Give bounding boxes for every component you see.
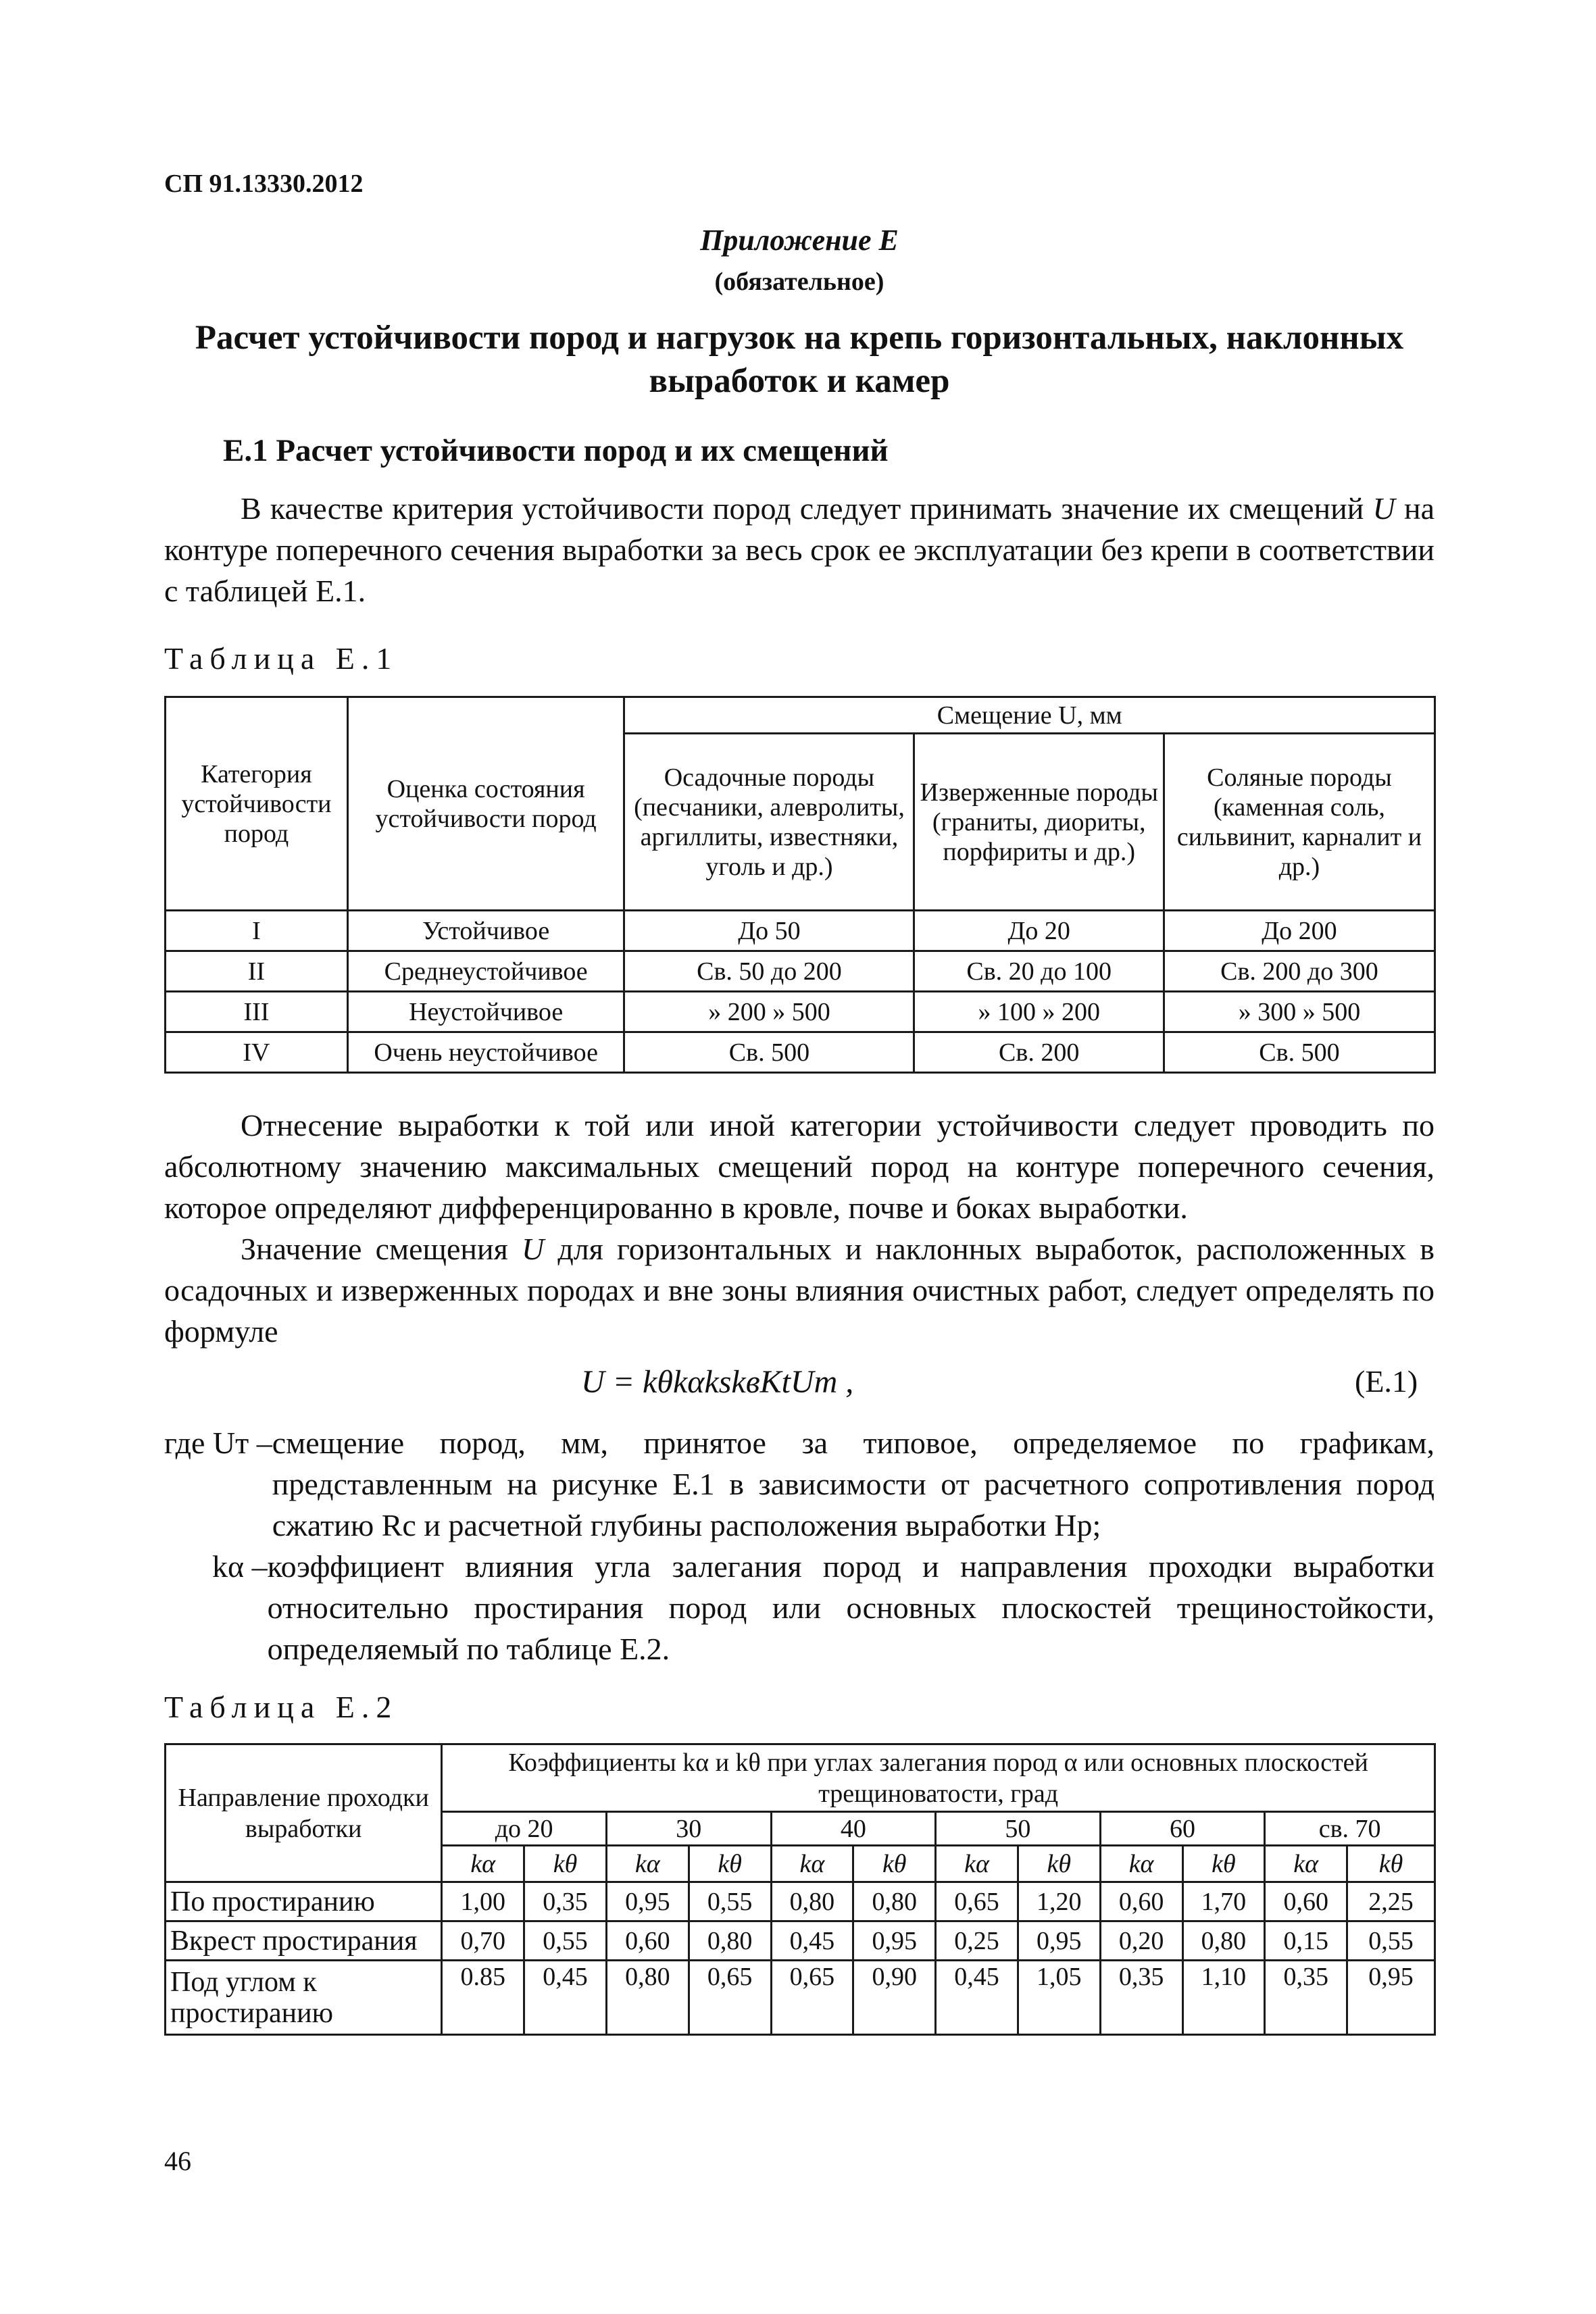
- table1-caption: Таблица Е.1: [164, 641, 399, 676]
- cell-direction: По простиранию: [166, 1882, 442, 1921]
- cell-state: Неустойчивое: [347, 992, 624, 1032]
- header-k-theta: kθ: [1018, 1846, 1100, 1882]
- cell-salt: Св. 200 до 300: [1164, 951, 1435, 992]
- definition-text: коэффициент влияния угла залегания пород и направления проходки выработки относительно простирания пород или основных плоскостей трещиностойкости, определяемый по таблице Е.2.: [267, 1549, 1435, 1666]
- cell-value: 1,70: [1182, 1882, 1265, 1921]
- cell-value: 1,05: [1018, 1961, 1100, 2035]
- cell-value: 0,65: [771, 1961, 853, 2035]
- cell-value: 0,55: [1347, 1921, 1435, 1961]
- cell-value: 0,80: [771, 1882, 853, 1921]
- cell-igneous: Св. 20 до 100: [914, 951, 1164, 992]
- cell-value: 0,80: [689, 1921, 771, 1961]
- paragraph-text: на контуре поперечного сечения выработки за весь срок ее эксплуатации без крепи в соответствии с таблицей Е.1.: [164, 491, 1435, 608]
- cell-value: 0,90: [853, 1961, 936, 2035]
- header-displacement: Смещение U, мм: [624, 697, 1435, 734]
- definition-ut: [164, 1422, 1435, 1546]
- paragraph-criterion: [164, 488, 1435, 611]
- cell-value: 0,35: [1100, 1961, 1182, 2035]
- table-stability-categories: [164, 696, 1436, 1074]
- cell-value: 0,80: [606, 1961, 689, 2035]
- cell-value: 0,95: [1347, 1961, 1435, 2035]
- cell-direction: Под углом к простиранию: [166, 1961, 442, 2035]
- header-salt: Соляные породы (каменная соль, сильвинит, карналит и др.): [1164, 734, 1435, 911]
- appendix-title: Приложение Е: [700, 224, 899, 257]
- header-k-theta: kθ: [689, 1846, 771, 1882]
- paragraph-text: для горизонтальных и наклонных выработок, расположенных в осадочных и изверженных породах и вне зоны влияния очистных работ, следует определять по формуле: [164, 1232, 1435, 1349]
- table-coefficients: [164, 1743, 1436, 2036]
- cell-value: 0,95: [1018, 1921, 1100, 1961]
- cell-value: 0,60: [606, 1921, 689, 1961]
- cell-value: 0,95: [853, 1921, 936, 1961]
- cell-value: 2,25: [1347, 1882, 1435, 1921]
- cell-value: 0,55: [524, 1921, 607, 1961]
- table-row: [166, 1961, 1435, 2035]
- header-k-alpha: kα: [936, 1846, 1018, 1882]
- cell-value: 1,20: [1018, 1882, 1100, 1921]
- cell-value: 0,65: [689, 1961, 771, 2035]
- cell-salt: » 300 » 500: [1164, 992, 1435, 1032]
- header-angle: 60: [1100, 1812, 1265, 1846]
- table-row: [166, 992, 1435, 1032]
- cell-value: 1,10: [1182, 1961, 1265, 2035]
- table-row: [166, 1921, 1435, 1961]
- cell-value: 0,65: [936, 1882, 1018, 1921]
- cell-value: 0,80: [853, 1882, 936, 1921]
- cell-value: 0,45: [771, 1921, 853, 1961]
- cell-state: Среднеустойчивое: [347, 951, 624, 992]
- cell-igneous: » 100 » 200: [914, 992, 1164, 1032]
- cell-category: I: [166, 911, 348, 951]
- header-k-theta: kθ: [1182, 1846, 1265, 1882]
- header-direction: Направление проходки выработки: [166, 1744, 442, 1882]
- cell-state: Устойчивое: [347, 911, 624, 951]
- document-code: СП 91.13330.2012: [164, 170, 364, 198]
- paragraph-text: В качестве критерия устойчивости пород следует принимать значение их смещений: [241, 491, 1373, 526]
- cell-value: 0,15: [1265, 1921, 1347, 1961]
- paragraph-category-assignment: Отнесение выработки к той или иной категории устойчивости следует проводить по абсолютному значению максимальных смещений пород на контуре поперечного сечения, которое определяют дифференцированно в кровле, почве и боках выработки.: [164, 1108, 1435, 1225]
- cell-sedimentary: Св. 50 до 200: [624, 951, 914, 992]
- cell-sedimentary: До 50: [624, 911, 914, 951]
- cell-value: 1,00: [442, 1882, 524, 1921]
- definition-symbol: kα –: [212, 1549, 268, 1584]
- header-category: Категория устойчивости пород: [166, 697, 348, 911]
- table2-caption: Таблица Е.2: [164, 1690, 399, 1724]
- cell-value: 0,45: [936, 1961, 1018, 2035]
- cell-salt: До 200: [1164, 911, 1435, 951]
- cell-salt: Св. 500: [1164, 1032, 1435, 1073]
- definition-symbol: где Uт –: [164, 1426, 272, 1460]
- cell-state: Очень неустойчивое: [347, 1032, 624, 1073]
- header-k-theta: kθ: [853, 1846, 936, 1882]
- header-k-theta: kθ: [524, 1846, 607, 1882]
- cell-value: 0,80: [1182, 1921, 1265, 1961]
- header-k-alpha: kα: [771, 1846, 853, 1882]
- cell-value: 0,25: [936, 1921, 1018, 1961]
- header-k-alpha: kα: [1100, 1846, 1182, 1882]
- header-angle: 40: [771, 1812, 936, 1846]
- header-k-theta: kθ: [1347, 1846, 1435, 1882]
- header-angle: св. 70: [1265, 1812, 1435, 1846]
- appendix-type: (обязательное): [714, 268, 884, 296]
- paragraph-text: Значение смещения: [241, 1232, 522, 1266]
- cell-value: 0,20: [1100, 1921, 1182, 1961]
- header-angle: 50: [936, 1812, 1101, 1846]
- paragraph-displacement-value: [164, 1228, 1435, 1352]
- cell-category: IV: [166, 1032, 348, 1073]
- cell-sedimentary: Св. 500: [624, 1032, 914, 1073]
- header-sedimentary: Осадочные породы (песчаники, алевролиты, аргиллиты, известняки, уголь и др.): [624, 734, 914, 911]
- definition-ka: [164, 1546, 1435, 1669]
- header-k-alpha: kα: [442, 1846, 524, 1882]
- table-row: [166, 1882, 1435, 1921]
- cell-value: 0.85: [442, 1961, 524, 2035]
- cell-value: 0,70: [442, 1921, 524, 1961]
- cell-value: 0,60: [1265, 1882, 1347, 1921]
- table-row: [166, 951, 1435, 992]
- header-angle: 30: [606, 1812, 771, 1846]
- variable-u: U: [521, 1232, 545, 1266]
- formula-number: (Е.1): [1355, 1364, 1418, 1399]
- formula-definitions: [164, 1422, 1435, 1669]
- header-igneous: Изверженные породы (граниты, диориты, порфириты и др.): [914, 734, 1164, 911]
- cell-igneous: Св. 200: [914, 1032, 1164, 1073]
- cell-value: 0,45: [524, 1961, 607, 2035]
- section-title: Е.1 Расчет устойчивости пород и их смещений: [223, 433, 889, 468]
- cell-igneous: До 20: [914, 911, 1164, 951]
- cell-value: 0,55: [689, 1882, 771, 1921]
- table-row: [166, 911, 1435, 951]
- main-title: Расчет устойчивости пород и нагрузок на крепь горизонтальных, наклонных выработок и камер: [195, 319, 1404, 400]
- cell-category: II: [166, 951, 348, 992]
- header-k-alpha: kα: [606, 1846, 689, 1882]
- header-k-alpha: kα: [1265, 1846, 1347, 1882]
- cell-value: 0,35: [1265, 1961, 1347, 2035]
- formula-e1: U = kθkαkskвKtUт ,: [581, 1364, 854, 1400]
- definition-text: смещение пород, мм, принятое за типовое, определяемое по графикам, представленным на рисунке Е.1 в зависимости от расчетного сопротивления пород сжатию Rс и расчетной глубины расположения выработки Hр;: [272, 1426, 1435, 1542]
- cell-direction: Вкрест простирания: [166, 1921, 442, 1961]
- header-assessment: Оценка состояния устойчивости пород: [347, 697, 624, 911]
- cell-category: III: [166, 992, 348, 1032]
- cell-value: 0,35: [524, 1882, 607, 1921]
- variable-u: U: [1372, 491, 1395, 526]
- cell-value: 0,60: [1100, 1882, 1182, 1921]
- page-number: 46: [164, 2146, 191, 2176]
- header-coefficients: Коэффициенты kα и kθ при углах залегания пород α или основных плоскостей трещиноватости, град: [442, 1744, 1435, 1812]
- cell-sedimentary: » 200 » 500: [624, 992, 914, 1032]
- table-row: [166, 1032, 1435, 1073]
- header-angle: до 20: [442, 1812, 607, 1846]
- cell-value: 0,95: [606, 1882, 689, 1921]
